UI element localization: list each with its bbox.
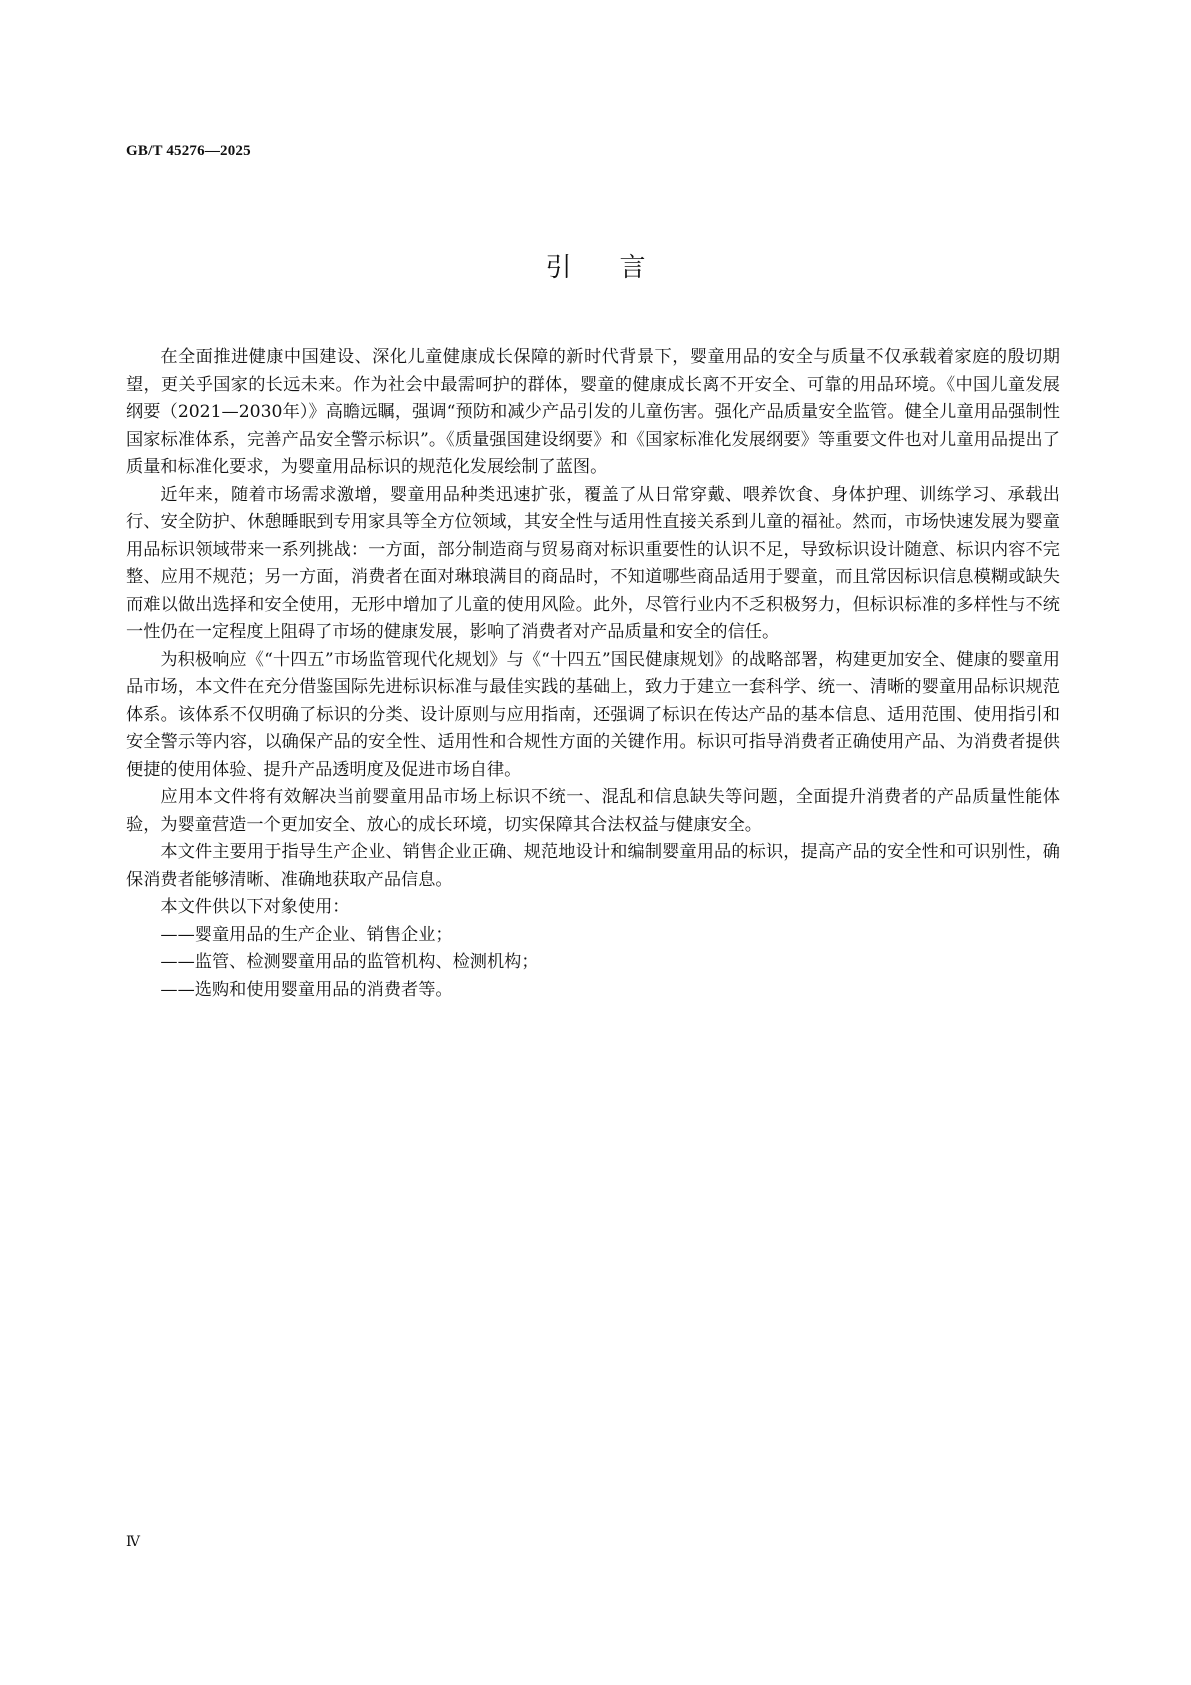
page-title: 引言: [545, 253, 694, 283]
standard-number: GB/T 45276—2025: [126, 143, 251, 159]
paragraph-3: 为积极响应《“十四五”市场监管现代化规划》与《“十四五”国民健康规划》的战略部署，构建更加安全、健康的婴童用品市场，本文件在充分借鉴国际先进标识标准与最佳实践的基础上，致力于建立一套科学、统一、清晰的婴童用品标识规范体系。该体系不仅明确了标识的分类、设计原则与应用指南，还强调了标识在传达产品的基本信息、适用范围、使用指引和安全警示等内容，以确保产品的安全性、适用性和合规性方面的关键作用。标识可指导消费者正确使用产品、为消费者提供便捷的使用体验、提升产品透明度及促进市场自律。: [126, 649, 1060, 780]
page-number: Ⅳ: [126, 1535, 140, 1550]
list-item: ——婴童用品的生产企业、销售企业；: [160, 924, 453, 945]
paragraph-6: 本文件供以下对象使用：: [160, 897, 350, 917]
paragraph-4: 应用本文件将有效解决当前婴童用品市场上标识不统一、混乱和信息缺失等问题，全面提升消费者的产品质量性能体验，为婴童营造一个更加安全、放心的成长环境，切实保障其合法权益与健康安全。: [126, 787, 1060, 835]
paragraph-1: 在全面推进健康中国建设、深化儿童健康成长保障的新时代背景下，婴童用品的安全与质量不仅承载着家庭的殷切期望，更关乎国家的长远未来。作为社会中最需呵护的群体，婴童的健康成长离不开安全、可靠的用品环境。《中国儿童发展纲要（2021—2030年）》高瞻远瞩，强调“预防和减少产品引发的儿童伤害。强化产品质量安全监管。健全儿童用品强制性国家标准体系，完善产品安全警示标识”。《质量强国建设纲要》和《国家标准化发展纲要》等重要文件也对儿童用品提出了质量和标准化要求，为婴童用品标识的规范化发展绘制了蓝图。: [126, 347, 1060, 477]
paragraph-5: 本文件主要用于指导生产企业、销售企业正确、规范地设计和编制婴童用品的标识，提高产品的安全性和可识别性，确保消费者能够清晰、准确地获取产品信息。: [126, 842, 1060, 890]
list-item: ——监管、检测婴童用品的监管机构、检测机构；: [160, 952, 539, 972]
body-text: [126, 344, 1060, 1004]
paragraph-2: 近年来，随着市场需求激增，婴童用品种类迅速扩张，覆盖了从日常穿戴、喂养饮食、身体护理、训练学习、承载出行、安全防护、休憩睡眠到专用家具等全方位领域，其安全性与适用性直接关系到儿童的福祉。然而，市场快速发展为婴童用品标识领域带来一系列挑战：一方面，部分制造商与贸易商对标识重要性的认识不足，导致标识设计随意、标识内容不完整、应用不规范；另一方面，消费者在面对琳琅满目的商品时，不知道哪些商品适用于婴童，而且常因标识信息模糊或缺失而难以做出选择和安全使用，无形中增加了儿童的使用风险。此外，尽管行业内不乏积极努力，但标识标准的多样性与不统一性仍在一定程度上阻碍了市场的健康发展，影响了消费者对产品质量和安全的信任。: [126, 484, 1060, 642]
list-item: ——选购和使用婴童用品的消费者等。: [160, 979, 453, 1000]
